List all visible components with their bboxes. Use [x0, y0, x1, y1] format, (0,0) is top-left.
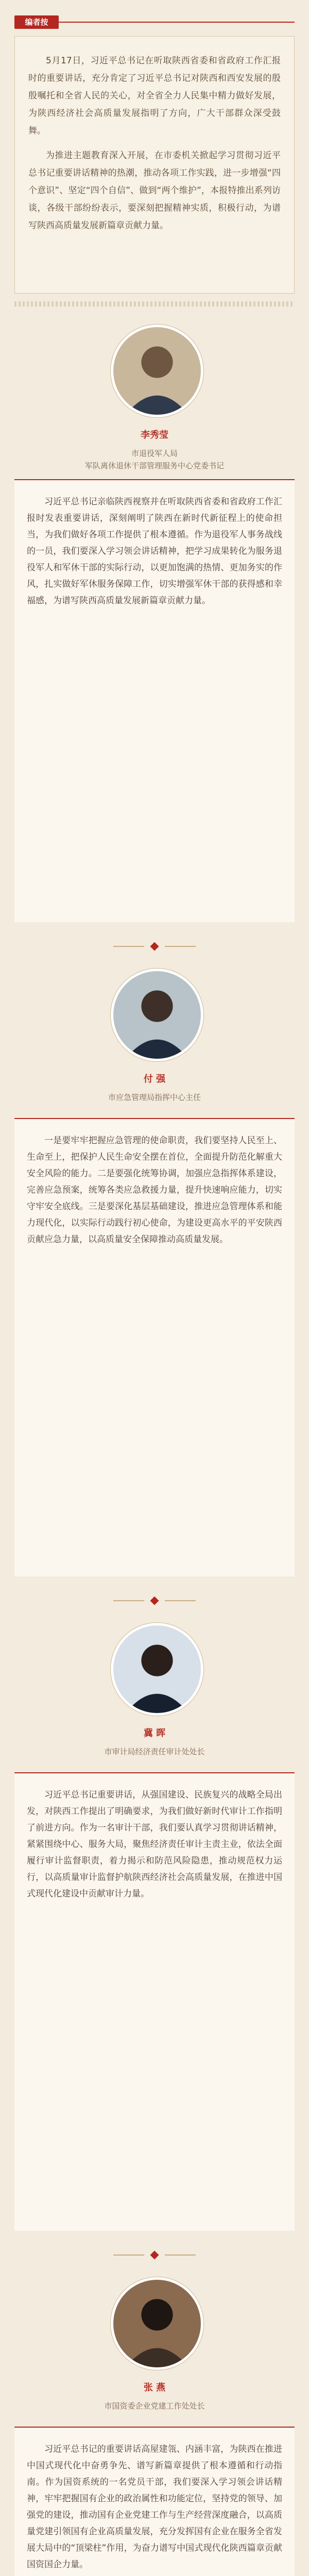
- person-quote: [14, 479, 295, 922]
- editor-note-tag: 编者按: [14, 15, 59, 29]
- person-name: 张 燕: [143, 2382, 166, 2393]
- editor-note-box: [14, 36, 295, 294]
- person-silhouette-icon: [113, 971, 201, 1059]
- portrait-photo: [111, 1623, 203, 1716]
- editor-note-paragraph-2: 为推进主题教育深入开展，在市委机关掀起学习贯彻习近平总书记重要讲话精神的热潮，推动各项工作实践，进一步增强“四个意识”、坚定“四个自信”、做到“两个维护”，本报特推出系列访谈，各级干部纷纷表示，要深刻把握精神实质，积极行动，为谱写陕西高质量发展新篇章贡献力量。: [28, 150, 281, 231]
- quote-text: 习近平总书记重要讲话，从强国建设、民族复兴的战略全局出发，对陕西工作提出了明确要求，为我们做好新时代审计工作指明了前进方向。作为一名审计干部，我们要认真学习贯彻讲话精神，紧紧围绕中心、服务大局，聚焦经济责任审计主责主业，依法全面履行审计监督职责，着力揭示和防范风险隐患，推动规范权力运行，以高质量审计监督护航陕西经济社会高质量发展，在推进中国式现代化建设中贡献审计力量。: [27, 1790, 282, 1899]
- person-silhouette-icon: [113, 327, 201, 415]
- person-quote: [14, 1118, 295, 1577]
- portrait-photo: [111, 325, 203, 417]
- person-name: 冀 晖: [143, 1728, 166, 1739]
- person-section-3: [14, 1623, 295, 2241]
- editor-note-header: [0, 15, 309, 26]
- section-divider: [113, 1597, 196, 1604]
- section-divider: [113, 2251, 196, 2259]
- person-name: 付 强: [143, 1074, 166, 1084]
- person-role: 市应急管理局指挥中心主任: [108, 1093, 201, 1102]
- editor-note-paragraph-1: 5月17日，习近平总书记在听取陕西省委和省政府工作汇报时的重要讲话，充分肯定了习近平总书记对陕西和西安发展的殷殷嘱托和全省人民的关心，对全省全力人民集中精力做好发展，为陕西经济社会高质量发展指明了方向，广大干部群众深受鼓舞。: [28, 56, 281, 136]
- person-quote: [14, 1772, 295, 2231]
- person-silhouette-icon: [113, 2280, 201, 2367]
- person-role: 市国资委企业党建工作处处长: [104, 2401, 205, 2411]
- person-section-4: [14, 2277, 295, 2576]
- portrait-photo: [111, 969, 203, 1061]
- quote-text: 习近平总书记的重要讲话高屋建瓴、内涵丰富，为陕西在推进中国式现代化中奋勇争先、谱写新篇章提供了根本遵循和行动指南。作为国资系统的一名党员干部，我们要深入学习领会讲话精神，牢牢把握国有企业的政治属性和功能定位，坚持党的领导、加强党的建设，推动国有企业党建工作与生产经营深度融合，以高质量党建引领国有企业高质量发展，充分发挥国有企业在服务全省发展大局中的“顶梁柱”作用，为奋力谱写中国式现代化陕西篇章贡献国资国企力量。: [27, 2444, 282, 2570]
- person-role: 市退役军人局 军队离休退休干部管理服务中心党委书记: [84, 449, 224, 470]
- person-silhouette-icon: [113, 1625, 201, 1713]
- quote-text: 习近平总书记亲临陕西视察并在听取陕西省委和省政府工作汇报时发表重要讲话，深刻阐明了陕西在新时代新征程上的使命担当，为我们做好各项工作提供了根本遵循。作为退役军人事务战线的一员，我们要深入学习领会讲话精神，把学习成果转化为服务退役军人和军休干部的实际行动，以更加饱满的热情、更加务实的作风，扎实做好军休服务保障工作，切实增强军休干部的获得感和幸福感，为谱写陕西高质量发展新篇章贡献力量。: [27, 497, 282, 606]
- person-role: 市审计局经济责任审计处处长: [104, 1747, 205, 1756]
- section-divider: [113, 943, 196, 950]
- decorative-stripe: [14, 301, 295, 307]
- portrait-photo: [111, 2277, 203, 2370]
- person-section-1: [14, 325, 295, 933]
- quote-text: 一是要牢牢把握应急管理的使命职责，我们要坚持人民至上、生命至上，把保护人民生命安全摆在首位，全面提升防范化解重大安全风险的能力。二是要强化统筹协调，加强应急指挥体系建设，完善应急预案，统筹各类应急救援力量，提升快速响应能力，切实守牢安全底线。三是要深化基层基础建设，推进应急管理体系和能力现代化，以实际行动践行初心使命，为建设更高水平的平安陕西贡献应急力量，以高质量安全保障推动高质量发展。: [27, 1136, 282, 1245]
- person-section-2: [14, 969, 295, 1587]
- person-quote: [14, 2427, 295, 2576]
- header-rule: [59, 22, 295, 23]
- person-name: 李秀莹: [141, 430, 168, 440]
